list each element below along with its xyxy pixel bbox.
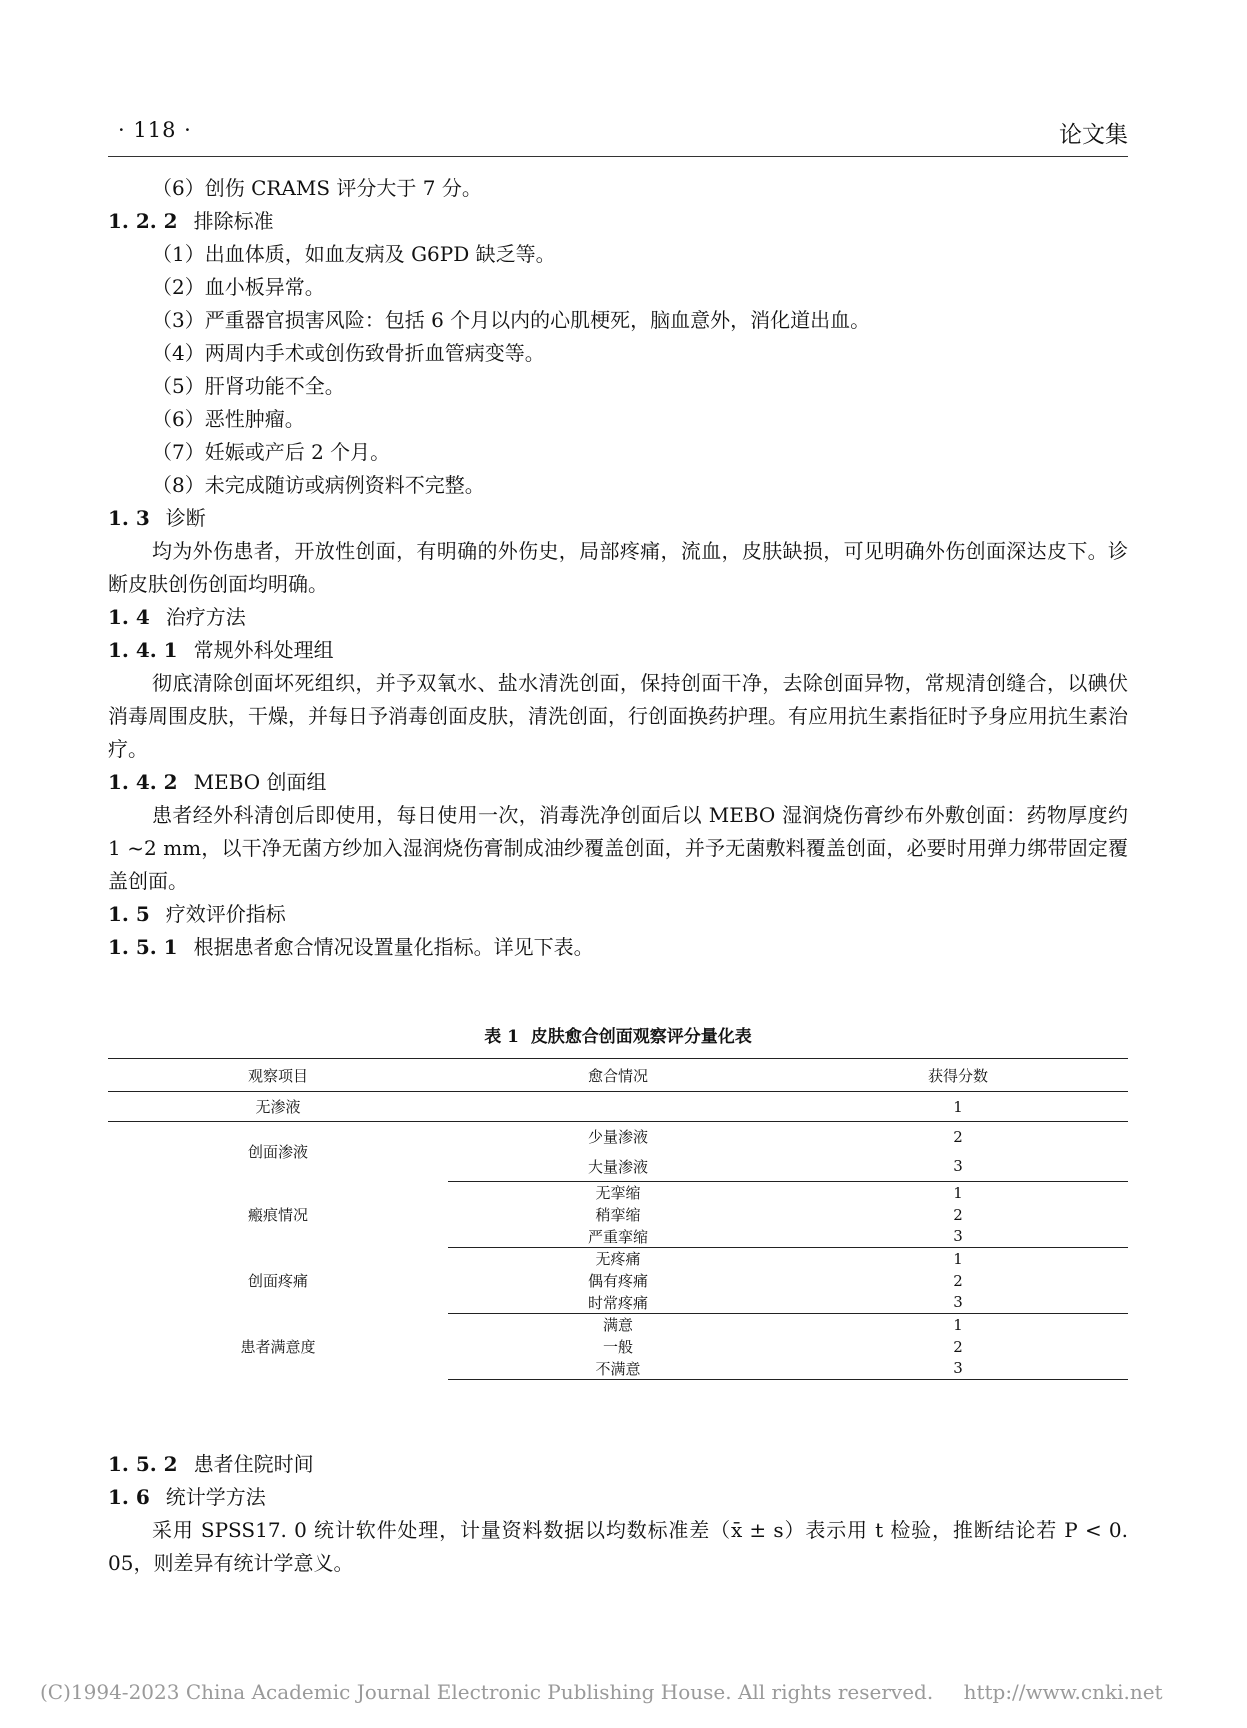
table-cell: 2	[953, 1337, 963, 1356]
table-cell: 创面疼痛	[247, 1272, 308, 1290]
footer-url: http://www.cnki.net	[963, 1680, 1163, 1704]
table-header-row	[108, 1059, 1128, 1092]
paragraph: 患者经外科清创后即使用，每日使用一次，消毒洗净创面后以 MEBO 湿润烧伤膏纱布外敷创面：药物厚度约 1 ~2 mm，以干净无菌方纱加入湿润烧伤膏制成油纱覆盖创面，并予无菌敷料覆盖创面，必要时用弹力绑带固定覆盖创面。	[108, 803, 1128, 893]
list-item: （4）两周内手术或创伤致骨折血管病变等。	[152, 341, 545, 365]
table-cell: 无渗液	[108, 1092, 448, 1122]
table-cell: 满意	[602, 1316, 633, 1335]
body-section-upper	[108, 172, 1128, 964]
page-number: · 118 ·	[118, 118, 192, 142]
column-header: 愈合情况	[448, 1059, 788, 1092]
list-item: （6）恶性肿瘤。	[152, 407, 305, 431]
table-caption: 表 1 皮肤愈合创面观察评分量化表	[484, 1027, 752, 1047]
list-item: （5）肝肾功能不全。	[152, 374, 345, 398]
subsection-heading: 1. 5. 2 患者住院时间	[108, 1452, 314, 1476]
subsection-heading: 1. 4. 2 MEBO 创面组	[108, 770, 327, 794]
table-row	[108, 1314, 1128, 1336]
table-cell: 1	[788, 1092, 1128, 1122]
table-cell: 1	[953, 1249, 963, 1268]
copyright-text: (C)1994-2023 China Academic Journal Electronic Publishing House. All rights reserved.	[40, 1680, 934, 1704]
table-row	[108, 1182, 1128, 1204]
paragraph: 均为外伤患者，开放性创面，有明确的外伤史，局部疼痛，流血，皮肤缺损，可见明确外伤创面深达皮下。诊断皮肤创伤创面均明确。	[108, 539, 1128, 596]
table-cell: 瘢痕情况	[247, 1206, 308, 1224]
subsection-heading: 1. 4. 1 常规外科处理组	[108, 638, 334, 662]
page-header	[108, 112, 1128, 152]
table-cell: 3	[788, 1358, 1128, 1380]
table-cell: 患者满意度	[240, 1338, 316, 1356]
table-cell: 不满意	[448, 1358, 788, 1380]
section-heading: 1. 6 统计学方法	[108, 1485, 266, 1509]
table-row	[108, 1248, 1128, 1270]
table-cell: 1	[953, 1315, 963, 1334]
observation-score-table	[108, 1058, 1128, 1380]
table-cell: 2	[953, 1205, 963, 1224]
table-cell: 2	[953, 1127, 963, 1146]
table-cell: 严重挛缩	[448, 1226, 788, 1248]
table-row	[108, 1092, 1128, 1122]
subsection-heading: 1. 5. 1 根据患者愈合情况设置量化指标。详见下表。	[108, 935, 594, 959]
table-cell: 3	[788, 1226, 1128, 1248]
table-row	[108, 1122, 1128, 1152]
table-cell: 3	[788, 1152, 1128, 1182]
list-item: （8）未完成随访或病例资料不完整。	[152, 473, 485, 497]
table-cell: 大量渗液	[448, 1152, 788, 1182]
table-cell: 偶有疼痛	[587, 1272, 648, 1290]
list-item: （2）血小板异常。	[152, 275, 325, 299]
copyright-footer	[40, 1680, 1220, 1704]
table-cell: 1	[953, 1183, 963, 1202]
table-cell: 2	[953, 1271, 963, 1290]
section-heading: 1. 2. 2 排除标准	[108, 209, 274, 233]
table-cell: 稍挛缩	[595, 1206, 641, 1224]
list-item: （1）出血体质，如血友病及 G6PD 缺乏等。	[152, 242, 556, 266]
table-cell: 创面渗液	[247, 1143, 308, 1162]
table-cell: 少量渗液	[587, 1128, 648, 1147]
table-cell: 无疼痛	[595, 1250, 641, 1269]
paragraph: 彻底清除创面坏死组织，并予双氧水、盐水清洗创面，保持创面干净，去除创面异物，常规清创缝合，以碘伏消毒周围皮肤，干燥，并每日予消毒创面皮肤，清洗创面，行创面换药护理。有应用抗生素指征时予身应用抗生素治疗。	[108, 671, 1128, 761]
table-cell	[448, 1092, 788, 1122]
table-cell: 无挛缩	[595, 1184, 641, 1203]
list-item: （7）妊娠或产后 2 个月。	[152, 440, 391, 464]
table-cell: 3	[788, 1292, 1128, 1314]
section-heading: 1. 4 治疗方法	[108, 605, 246, 629]
paragraph: 采用 SPSS17. 0 统计软件处理，计量资料数据以均数标准差（x̄ ± s）表示用 t 检验，推断结论若 P < 0. 05，则差异有统计学意义。	[108, 1518, 1128, 1575]
body-section-lower	[108, 1448, 1128, 1580]
section-heading: 1. 3 诊断	[108, 506, 206, 530]
column-header: 观察项目	[108, 1059, 448, 1092]
section-heading: 1. 5 疗效评价指标	[108, 902, 286, 926]
table-cell: 时常疼痛	[448, 1292, 788, 1314]
list-item: （6）创伤 CRAMS 评分大于 7 分。	[152, 176, 482, 200]
header-divider	[108, 156, 1128, 157]
table-cell: 一般	[602, 1338, 633, 1356]
journal-title: 论文集	[1059, 122, 1128, 148]
column-header: 获得分数	[788, 1059, 1128, 1092]
list-item: （3）严重器官损害风险：包括 6 个月以内的心肌梗死，脑血意外，消化道出血。	[152, 308, 871, 332]
